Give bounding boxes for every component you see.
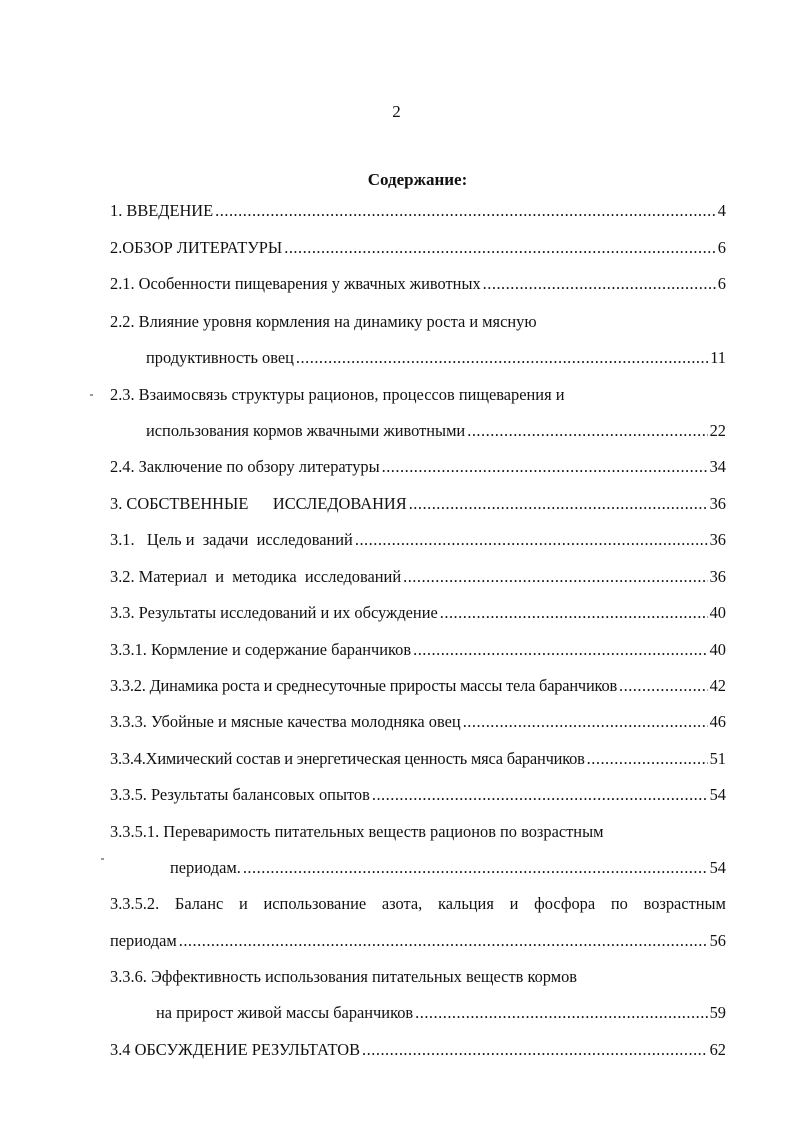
toc-entry-page: 6: [717, 274, 726, 293]
toc-entry-3-3-1: [110, 640, 726, 662]
leader-dots: [296, 348, 708, 368]
leader-dots: [440, 603, 708, 623]
toc-entry-text: 3.2. Материал и методика исследований: [110, 567, 402, 586]
toc-entry-page: 40: [709, 640, 726, 659]
toc-word: Баланс: [174, 894, 224, 913]
toc-entry-2-3-line1: [110, 385, 726, 407]
leader-dots: [179, 931, 708, 951]
leader-dots: [243, 858, 708, 878]
toc-entry-text: 3.4 ОБСУЖДЕНИЕ РЕЗУЛЬТАТОВ: [110, 1040, 361, 1059]
toc-entry-text-cont: на прирост живой массы баранчиков: [156, 1003, 414, 1022]
toc-entry-page: 62: [709, 1040, 726, 1059]
toc-entry-page: 36: [709, 494, 726, 513]
toc-entry-page: 54: [709, 785, 726, 804]
toc-word: использование: [263, 894, 367, 913]
toc-entry-text-cont: периодам: [110, 931, 177, 950]
leader-dots: [403, 567, 708, 587]
toc-entry-2-2-line2: [110, 348, 726, 370]
toc-word: и: [509, 894, 519, 913]
toc-entry-text: 3.3.6. Эффективность использования питательных веществ кормов: [110, 967, 578, 986]
scan-speck: [101, 858, 104, 860]
page-number: 2: [392, 102, 401, 121]
toc-entry-text-cont: использования кормов жвачными животными: [146, 421, 466, 440]
leader-dots: [619, 676, 708, 696]
leader-dots: [587, 749, 708, 769]
leader-dots: [409, 494, 708, 514]
toc-entry-page: 6: [717, 238, 726, 257]
toc-entry-1: [110, 201, 726, 223]
toc-entry-text: 3.3.2. Динамика роста и среднесуточные приросты массы тела баранчиков: [110, 676, 617, 695]
toc-entry-text-cont: продуктивность овец: [146, 348, 294, 367]
toc-entry-3-3-4: [110, 749, 726, 771]
toc-entry-text-cont: периодам.: [170, 858, 241, 877]
toc-entry-text: 2.4. Заключение по обзору литературы: [110, 457, 380, 476]
toc-entry-page: 36: [709, 567, 726, 586]
toc-entry-text: 1. ВВЕДЕНИЕ: [110, 201, 214, 220]
toc-entry-text: 3.3.4.Химический состав и энергетическая ценность мяса баранчиков: [110, 749, 585, 768]
toc-entry-text: 2.3. Взаимосвязь структуры рационов, процессов пищеварения и: [110, 385, 565, 404]
toc-entry-text: 3.3.1. Кормление и содержание баранчиков: [110, 640, 412, 659]
toc-entry-text: 2.1. Особенности пищеварения у жвачных животных: [110, 274, 481, 293]
toc-entry-text: 3.3.3. Убойные и мясные качества молодняка овец: [110, 712, 461, 731]
toc-entry-page: 36: [709, 530, 726, 549]
toc-entry-page: 4: [717, 201, 726, 220]
toc-word: возрастным: [643, 894, 726, 913]
toc-entry-3-3-2: [110, 676, 726, 698]
toc-entry-page: 42: [709, 676, 726, 695]
leader-dots: [362, 1040, 708, 1060]
toc-word: и: [238, 894, 248, 913]
toc-entry-2-4: [110, 457, 726, 479]
scan-speck: [90, 394, 93, 396]
toc-entry-3-3-5: [110, 785, 726, 807]
toc-entry-2: [110, 238, 726, 260]
toc-entry-3-2: [110, 567, 726, 589]
toc-entry-page: 11: [710, 348, 726, 367]
toc-entry-3-4: [110, 1040, 726, 1062]
leader-dots: [413, 640, 708, 660]
toc-entry-text: 3.3.5.1. Переваримость питательных веществ рационов по возрастным: [110, 822, 604, 841]
toc-word: азота,: [381, 894, 423, 913]
toc-entry-text: 2.ОБЗОР ЛИТЕРАТУРЫ: [110, 238, 283, 257]
toc-title: Содержание:: [367, 170, 468, 189]
toc-entry-page: 51: [709, 749, 726, 768]
leader-dots: [355, 530, 708, 550]
toc-word: 3.3.5.2.: [110, 894, 160, 913]
toc-entry-3-1: [110, 530, 726, 552]
leader-dots: [483, 274, 716, 294]
leader-dots: [463, 712, 708, 732]
toc-entry-page: 46: [709, 712, 726, 731]
toc-entry-3-3: [110, 603, 726, 625]
leader-dots: [284, 238, 716, 258]
toc-entry-3-3-3: [110, 712, 726, 734]
toc-entry-page: 22: [709, 421, 726, 440]
toc-entry-text: 3.3.5. Результаты балансовых опытов: [110, 785, 370, 804]
leader-dots: [415, 1003, 707, 1023]
toc-entry-page: 34: [709, 457, 726, 476]
toc-entry-3-3-6-line1: [110, 967, 726, 989]
toc-entry-text: 3.3. Результаты исследований и их обсуждение: [110, 603, 438, 622]
toc-entry-3-3-5-2-line1: [110, 894, 726, 916]
toc-entry-2-1: [110, 274, 726, 296]
toc-entry-page: 56: [709, 931, 726, 950]
toc-entry-page: 40: [709, 603, 726, 622]
toc-entry-text: 2.2. Влияние уровня кормления на динамику роста и мясную: [110, 312, 537, 331]
toc-entry-3-3-5-2-line2: [110, 931, 726, 953]
leader-dots: [467, 421, 707, 441]
toc-entry-3-3-6-line2: [110, 1003, 726, 1025]
toc-word: по: [610, 894, 628, 913]
toc-entry-3: [110, 494, 726, 516]
toc-word: кальция: [438, 894, 494, 913]
toc-entry-2-3-line2: [110, 421, 726, 443]
toc-entry-page: 59: [709, 1003, 726, 1022]
leader-dots: [215, 201, 716, 221]
leader-dots: [372, 785, 708, 805]
toc-word: фосфора: [534, 894, 596, 913]
toc-entry-3-3-5-1-line2: [110, 858, 726, 880]
toc-entry-3-3-5-1-line1: [110, 822, 726, 844]
toc-entry-text: 3.1. Цель и задачи исследований: [110, 530, 353, 549]
leader-dots: [382, 457, 708, 477]
toc-entry-page: 54: [709, 858, 726, 877]
toc-entry-2-2-line1: [110, 312, 726, 334]
toc-entry-text: 3. СОБСТВЕННЫЕ ИССЛЕДОВАНИЯ: [110, 494, 407, 513]
scan-margin: [0, 0, 793, 62]
